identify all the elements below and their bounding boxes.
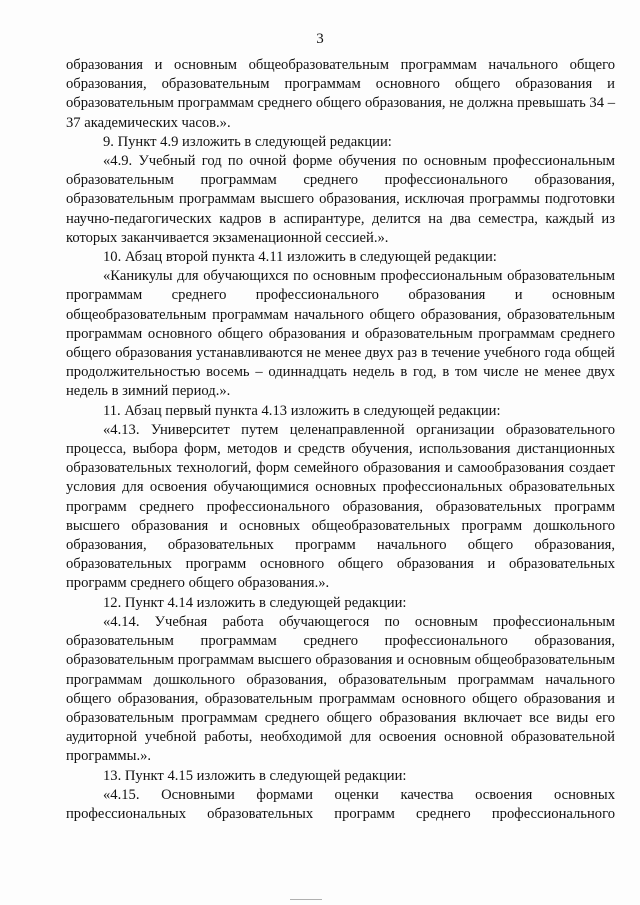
amendment-text-4-11: «Каникулы для обучающихся по основным профессиональным образовательным программам среднего профессионального образования и основным общеобразовательным программам начального общего образования, образовательным программам основного общего образования и образовательным программам среднего общего образования устанавливаются не менее двух раз в течение учебного года общей продолжительностью восемь – одиннадцать недель в год, в том числе не менее двух недель в зимний период.». <box>66 268 615 400</box>
amendment-text-4-14: «4.14. Учебная работа обучающегося по основным профессиональным образовательным программам среднего профессионального образования, образовательным программам высшего образования и основным общеобразовательным программам дошкольного образования, образовательным программам начального общего образования, образовательным программам основного общего образования и образовательным программам среднего общего образования включает все виды его аудиторной учебной работы, необходимой для освоения основной образовательной программы.». <box>66 613 615 765</box>
amendment-text-4-13: «4.13. Университет путем целенаправленной организации образовательного процесса, выбора форм, методов и средств обучения, использования дистанционных образовательных технологий, форм семейного образования и самообразования создает условия для освоения обучающимися основных профессиональных образовательных программ среднего профессионального образования, образовательных программ высшего образования и основных общеобразовательных программ дошкольного образования, образовательных программ начального общего образования, образовательных программ основного общего образования и образовательных программ среднего общего образования.». <box>66 421 615 592</box>
amendment-heading-11: 11. Абзац первый пункта 4.13 изложить в следующей редакции: <box>103 402 501 419</box>
amendment-heading-12: 12. Пункт 4.14 изложить в следующей редакции: <box>103 594 407 611</box>
amendment-text-4-15: «4.15. Основными формами оценки качества освоения основных профессиональных образовательных программ среднего профессионального <box>66 786 615 822</box>
amendment-heading-10: 10. Абзац второй пункта 4.11 изложить в следующей редакции: <box>103 249 497 266</box>
page-number: 3 <box>316 31 324 47</box>
document-body <box>66 56 615 824</box>
amendment-heading-13: 13. Пункт 4.15 изложить в следующей редакции: <box>103 767 407 784</box>
paragraph-continuation: образования и основным общеобразовательным программам начального общего образования, образовательным программам основного общего образования и образовательным программам среднего общего образования, не должна превышать 34 – 37 академических часов.». <box>66 57 615 131</box>
amendment-text-4-9: «4.9. Учебный год по очной форме обучения по основным профессиональным образовательным программам среднего профессионального образования, образовательным программам высшего образования, исключая программы подготовки научно-педагогических кадров в аспирантуре, делится на два семестра, каждый из которых заканчивается экзаменационной сессией.». <box>66 153 615 246</box>
scan-artifact <box>290 899 322 900</box>
amendment-heading-9: 9. Пункт 4.9 изложить в следующей редакции: <box>103 133 392 150</box>
